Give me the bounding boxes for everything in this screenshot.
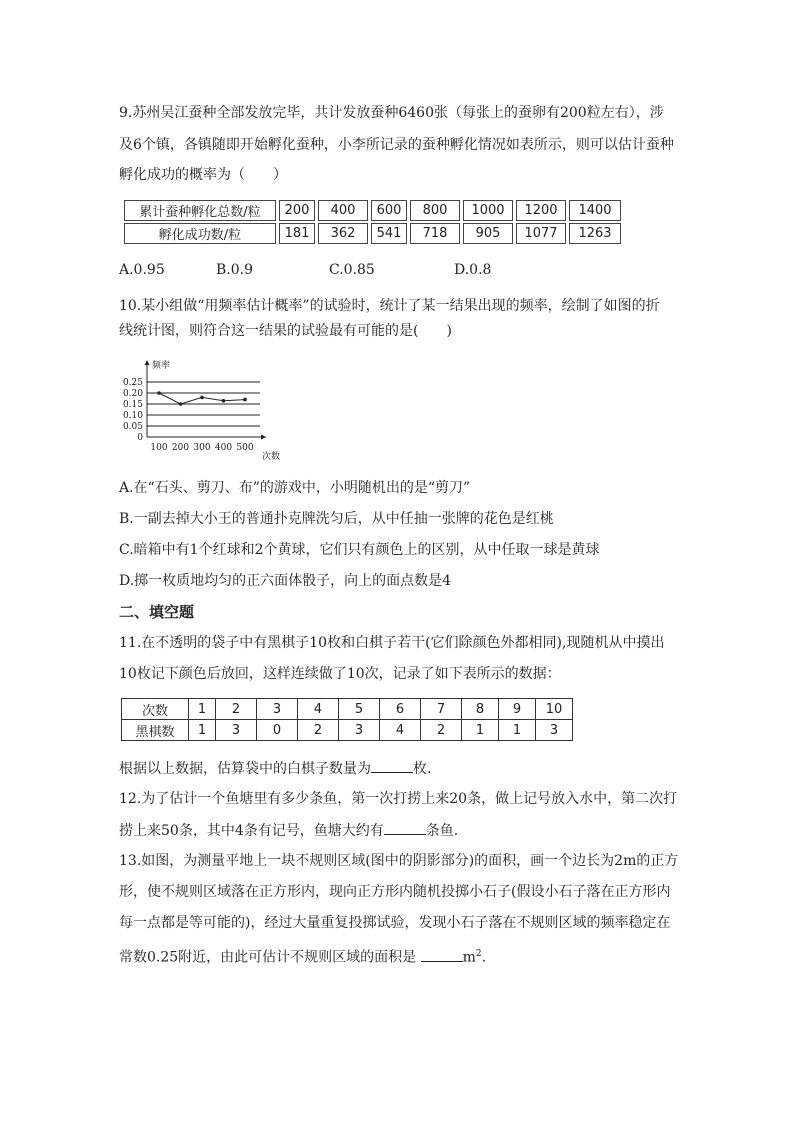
table-cell: 4: [380, 720, 421, 741]
q9-option-d: D.0.8: [454, 262, 492, 278]
table-cell: 362: [318, 223, 368, 244]
table-row-header: 孵化成功数/粒: [124, 223, 276, 244]
area-unit-exponent: 2: [475, 949, 482, 959]
table-cell: 1: [499, 720, 536, 741]
q13-line-3: 每一点都是等可能的)，经过大量重复投掷试验，发现小石子落在不规则区域的频率稳定在: [119, 915, 671, 931]
table-cell: 718: [410, 223, 460, 244]
x-tick-label: 500: [236, 443, 254, 453]
table-row-header: 黑棋数: [122, 720, 189, 741]
table-row: [122, 699, 573, 720]
q11-answer-prefix: 根据以上数据，估算袋中的白棋子数量为: [119, 761, 371, 777]
data-point: [179, 402, 183, 406]
table-cell: 2: [421, 720, 462, 741]
q13-line-1: 13.如图，为测量平地上一块不规则区域(图中的阴影部分)的面积，画一个边长为2m的正方: [119, 853, 679, 869]
y-axis-arrow: [145, 360, 150, 365]
q13-line-4-prefix: 常数0.25附近，由此可估计不规则区域的面积是: [119, 949, 421, 966]
x-axis-label: 次数: [262, 452, 281, 462]
answer-blank[interactable]: [371, 758, 413, 773]
table-cell: 3: [257, 699, 298, 720]
q9-table: [121, 198, 624, 246]
table-cell: 600: [371, 200, 407, 221]
area-unit: m: [462, 949, 476, 966]
table-cell: 200: [279, 200, 315, 221]
data-point: [222, 399, 226, 403]
y-tick-label: 0.15: [122, 400, 143, 410]
q9-option-c: C.0.85: [329, 262, 375, 278]
table-cell: 2: [216, 699, 257, 720]
data-point: [200, 396, 204, 400]
table-cell: 1: [189, 699, 216, 720]
q12-line-1: 12.为了估计一个鱼塘里有多少条鱼，第一次打捞上来20条，做上记号放入水中，第二次打: [119, 791, 678, 807]
table-cell: 4: [298, 699, 339, 720]
x-tick-label: 200: [171, 443, 190, 453]
table-cell: 3: [216, 720, 257, 741]
data-point: [243, 398, 247, 402]
table-cell: 1: [462, 720, 499, 741]
q11-line-1: 11.在不透明的袋子中有黑棋子10枚和白棋子若干(它们除颜色外都相同),现随机从中摸出: [119, 635, 665, 651]
table-cell: 2: [298, 720, 339, 741]
table-cell: 1400: [569, 200, 621, 221]
answer-blank[interactable]: [421, 947, 463, 962]
q9-line-1: 9.苏州吴江蚕种全部发放完毕，共计发放蚕种6460张（每张上的蚕卵有200粒左右），涉: [119, 105, 664, 121]
table-row-header: 次数: [122, 699, 189, 720]
x-tick-label: 400: [214, 443, 233, 453]
table-cell: 800: [410, 200, 460, 221]
table-cell: 6: [380, 699, 421, 720]
q10-option-c: C.暗箱中有1个红球和2个黄球，它们只有颜色上的区别，从中任取一球是黄球: [119, 542, 600, 558]
q10-option-d: D.掷一枚质地均匀的正六面体骰子，向上的面点数是4: [119, 573, 452, 589]
table-cell: 10: [536, 699, 573, 720]
q11-answer-suffix: 枚.: [413, 761, 432, 777]
table-cell: 1077: [516, 223, 566, 244]
table-row: [124, 223, 621, 244]
q9-options: [119, 262, 679, 282]
y-tick-label: 0.25: [122, 378, 143, 388]
answer-blank[interactable]: [384, 820, 426, 835]
q10-line-2: 线统计图，则符合这一结果的试验最有可能的是( ): [119, 323, 452, 339]
data-point: [157, 391, 161, 395]
table-cell: 3: [339, 720, 380, 741]
q10-line-1: 10.某小组做“用频率估计概率”的试验时，统计了某一结果出现的频率，绘制了如图的折: [119, 298, 660, 314]
table-cell: 541: [371, 223, 407, 244]
y-tick-label: 0: [137, 433, 143, 443]
table-row: [124, 200, 621, 221]
table-row: [122, 720, 573, 741]
table-cell: 5: [339, 699, 380, 720]
y-axis-label: 频率: [152, 361, 171, 371]
table-cell: 1263: [569, 223, 621, 244]
table-cell: 1000: [463, 200, 513, 221]
section-title: 二、填空题: [119, 603, 195, 621]
q13-line-2: 形，使不规则区域落在正方形内，现向正方形内随机投掷小石子(假设小石子落在正方形内: [119, 884, 671, 900]
q13-line-4: [119, 944, 486, 968]
y-tick-label: 0.10: [122, 411, 143, 421]
q12-line-2-prefix: 捞上来50条，其中4条有记号，鱼塘大约有: [119, 823, 384, 839]
q10-option-a: A.在“石头、剪刀、布”的游戏中，小明随机出的是“剪刀”: [119, 480, 471, 496]
table-cell: 0: [257, 720, 298, 741]
table-cell: 8: [462, 699, 499, 720]
q9-line-3: 孵化成功的概率为（ ）: [119, 167, 287, 183]
q12-line-2: [119, 820, 458, 841]
table-cell: 7: [421, 699, 462, 720]
table-cell: 3: [536, 720, 573, 741]
q11-table: [121, 698, 573, 741]
table-cell: 1: [189, 720, 216, 741]
x-tick-label: 100: [150, 443, 168, 453]
q11-line-2: 10枚记下颜色后放回，这样连续做了10次，记录了如下表所示的数据：: [119, 666, 561, 682]
table-row-header: 累计蚕种孵化总数/粒: [124, 200, 276, 221]
q9-option-a: A.0.95: [119, 262, 165, 278]
table-cell: 1200: [516, 200, 566, 221]
q12-line-2-suffix: 条鱼.: [425, 823, 459, 839]
x-axis-arrow: [261, 435, 266, 440]
q10-option-b: B.一副去掉大小王的普通扑克牌洗匀后，从中任抽一张牌的花色是红桃: [119, 511, 554, 527]
q11-answer-line: [119, 758, 431, 779]
frequency-line-chart: [112, 355, 292, 467]
y-tick-label: 0.20: [122, 389, 143, 399]
q13-line-4-end: .: [481, 949, 487, 966]
q9-line-2: 及6个镇，各镇随即开始孵化蚕种，小李所记录的蚕种孵化情况如表所示，则可以估计蚕种: [119, 137, 674, 153]
y-tick-label: 0.05: [122, 422, 143, 432]
table-cell: 181: [279, 223, 315, 244]
table-cell: 905: [463, 223, 513, 244]
table-cell: 400: [318, 200, 368, 221]
table-cell: 9: [499, 699, 536, 720]
x-tick-label: 300: [193, 443, 211, 453]
q9-option-b: B.0.9: [216, 262, 254, 278]
